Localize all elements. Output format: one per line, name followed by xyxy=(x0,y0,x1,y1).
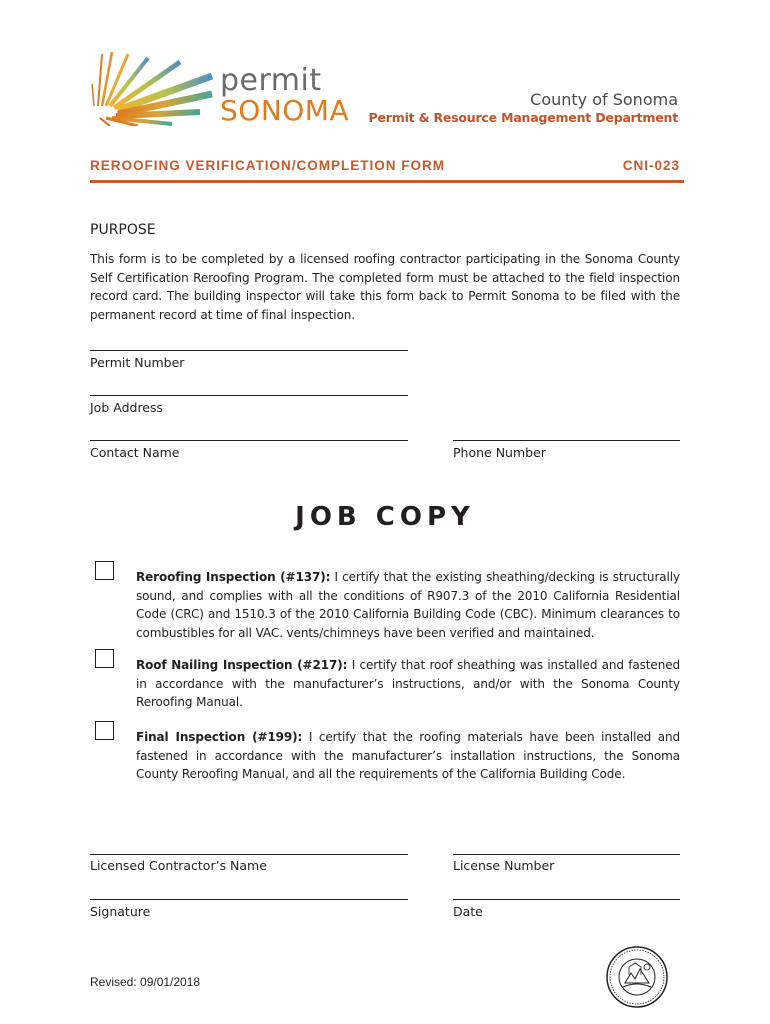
contractor-name-label: Licensed Contractor’s Name xyxy=(90,858,267,873)
form-title: REROOFING VERIFICATION/COMPLETION FORM xyxy=(90,158,445,173)
form-code: CNI-023 xyxy=(622,158,680,173)
job-copy-stamp: JOB COPY xyxy=(295,502,475,532)
final-inspection-checkbox[interactable] xyxy=(95,721,114,740)
logo-word-permit: permit xyxy=(220,63,322,98)
signature-label: Signature xyxy=(90,904,151,919)
department-name: Permit & Resource Management Department xyxy=(368,110,678,125)
job-address-field[interactable] xyxy=(90,395,408,396)
final-inspection-text xyxy=(136,728,680,784)
phone-number-label: Phone Number xyxy=(453,445,546,460)
county-seal-icon xyxy=(605,945,669,1009)
final-inspection-body: I certify that the roofing materials have been installed and fastened in accordance with the manufacturer’s installation instructions, the Sonoma County Reroofing Manual, and all the requirements of the California Building Code. xyxy=(136,730,680,781)
roof-nailing-inspection-text xyxy=(136,656,680,712)
roof-nailing-inspection-label: Roof Nailing Inspection (#217): xyxy=(136,658,348,672)
permit-number-field[interactable] xyxy=(90,350,408,351)
revised-date: Revised: 09/01/2018 xyxy=(90,975,201,989)
title-divider xyxy=(90,180,684,183)
reroofing-inspection-text xyxy=(136,568,680,642)
reroofing-inspection-checkbox[interactable] xyxy=(95,561,114,580)
reroofing-inspection-body: I certify that the existing sheathing/decking is structurally sound, and complies with all the conditions of R907.3 of the 2010 California Residential Code (CRC) and 1510.3 of the 2010 California Building Code (CBC). Minimum clearances to combustibles for all VAC. vents/chimneys have been verified and maintained. xyxy=(136,570,680,640)
final-inspection-label: Final Inspection (#199): xyxy=(136,730,303,744)
purpose-heading: PURPOSE xyxy=(90,222,156,238)
roof-nailing-inspection-body: I certify that roof sheathing was installed and fastened in accordance with the manufacturer’s instructions, and/or with the Sonoma County Reroofing Manual. xyxy=(136,658,680,709)
purpose-text: This form is to be completed by a licensed roofing contractor participating in the Sonoma County Self Certification Reroofing Program. The completed form must be attached to the field inspection record card. The building inspector will take this form back to Permit Sonoma to be filed with the permanent record at time of final inspection. xyxy=(90,252,680,322)
contact-name-label: Contact Name xyxy=(90,445,180,460)
contact-name-field[interactable] xyxy=(90,440,408,441)
signature-field[interactable] xyxy=(90,899,408,900)
date-field[interactable] xyxy=(453,899,680,900)
logo-word-sonoma: SONOMA xyxy=(220,94,350,127)
roof-nailing-inspection-checkbox[interactable] xyxy=(95,649,114,668)
permit-number-label: Permit Number xyxy=(90,355,185,370)
county-name: County of Sonoma xyxy=(530,90,678,109)
reroofing-inspection-label: Reroofing Inspection (#137): xyxy=(136,570,331,584)
date-label: Date xyxy=(453,904,483,919)
license-number-label: License Number xyxy=(453,858,555,873)
sunburst-icon xyxy=(88,44,218,126)
license-number-field[interactable] xyxy=(453,854,680,855)
phone-number-field[interactable] xyxy=(453,440,680,441)
job-address-label: Job Address xyxy=(90,400,164,415)
contractor-name-field[interactable] xyxy=(90,854,408,855)
